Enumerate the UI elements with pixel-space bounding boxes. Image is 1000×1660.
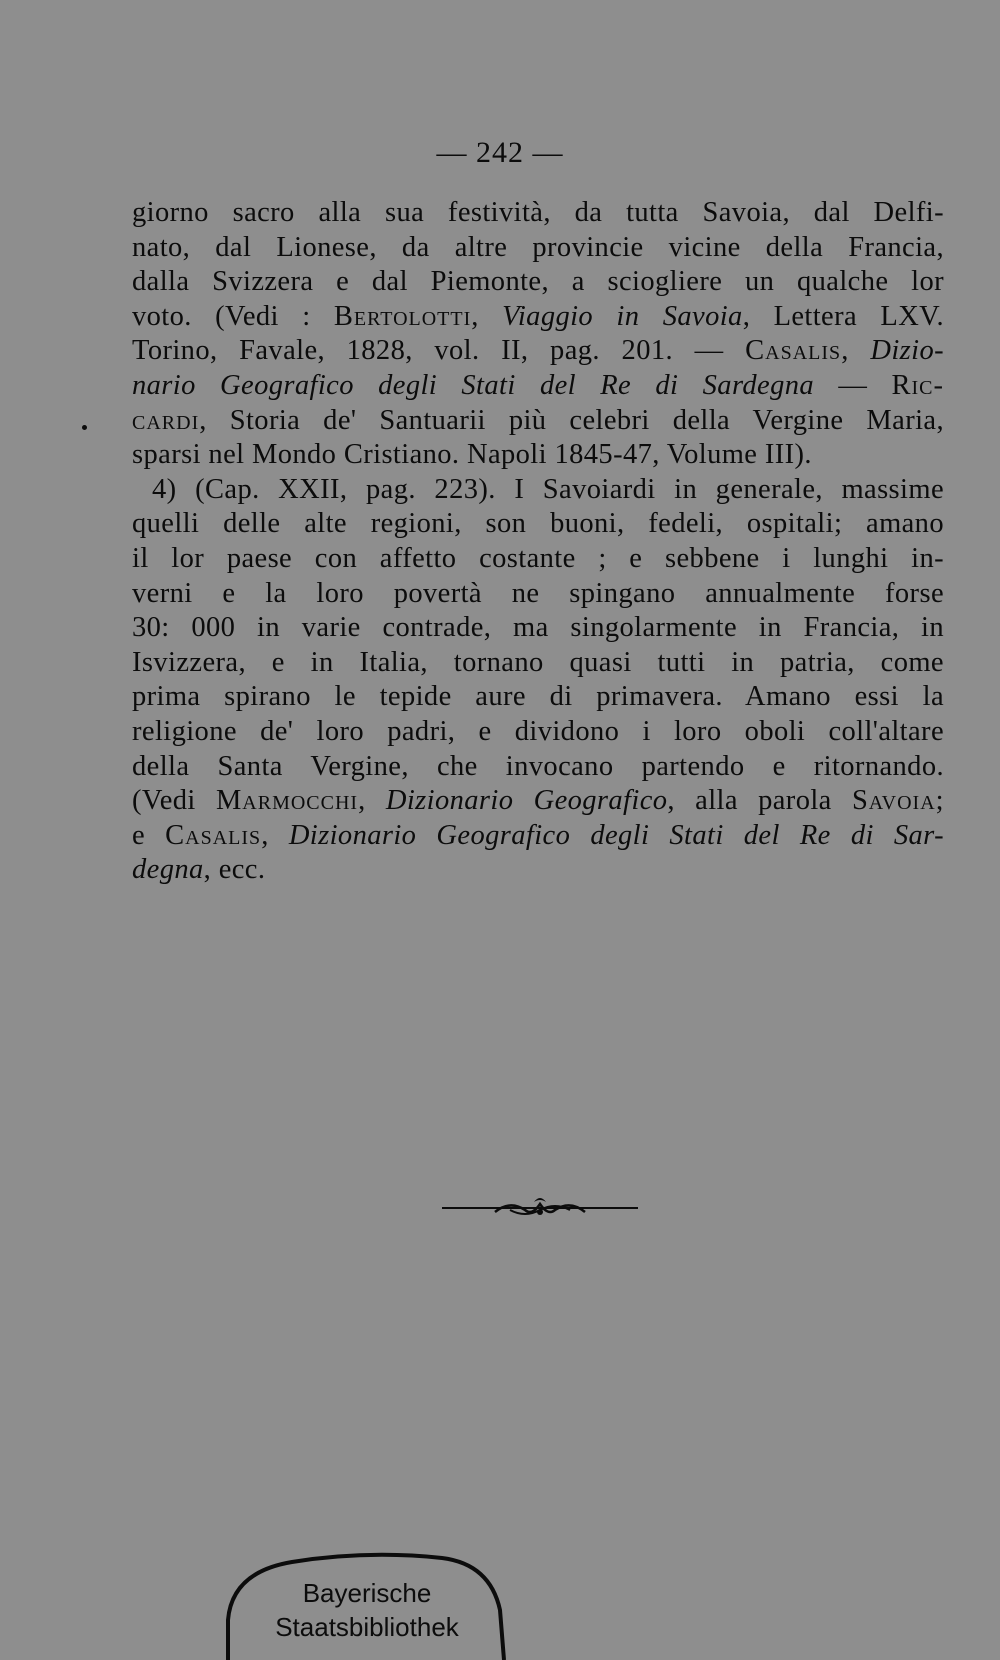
text-line: voto. (Vedi : Bertolotti, Viaggio in Savoia, Lettera LXV. [132,300,945,332]
stamp-line: Staatsbibliothek [275,1612,459,1642]
stamp-text [222,1576,512,1644]
stamp-line: Bayerische [302,1578,432,1608]
text-line: giorno sacro alla sua festività, da tutta Savoia, dal Delfi- [132,197,944,228]
book-title: Viaggio in Savoia [502,300,743,332]
author-name: cardi [132,404,200,436]
text-line: cardi, Storia de' Santuarii più celebri della Vergine Maria, [132,404,944,436]
text-line: (Vedi Marmocchi, Dizionario Geografico, alla parola Savoia; [132,785,944,817]
end-ornament [440,1188,640,1228]
text-line: verni e la loro povertà ne spingano annualmente forse [132,577,944,609]
text-line: nato, dal Lionese, da altre provincie vicine della Francia, [132,231,944,263]
body-text [132,196,944,888]
text-line: 30: 000 in varie contrade, ma singolarmente in Francia, in [132,612,944,644]
text-line: della Santa Vergine, che invocano partendo e ritornando. [132,750,944,782]
author-name: Casalis [745,335,842,367]
text-line: Isvizzera, e in Italia, tornano quasi tutti in patria, come [132,646,944,678]
book-title: degna [132,854,204,886]
book-title: Dizionario Geografico [385,785,668,817]
page-number: — 242 — [436,136,564,169]
book-title: Dizio- [870,335,944,367]
text-line: Torino, Favale, 1828, vol. II, pag. 201. — Casalis, Dizio- [132,335,944,367]
text-line: 4) (Cap. XXII, pag. 223). I Savoiardi in generale, massime [152,473,944,505]
author-name: Marmocchi [215,785,359,817]
text-line: religione de' loro padri, e dividono i loro oboli coll'altare [132,715,944,747]
keyword: Savoia [851,785,936,817]
text-line: dalla Svizzera e dal Piemonte, a sciogliere un qualche lor [132,266,944,298]
text-line: quelli delle alte regioni, son buoni, fedeli, ospitali; amano [132,508,944,540]
text-line: nario Geografico degli Stati del Re di Sardegna — Ric- [132,369,944,401]
text-line: prima spirano le tepide aure di primavera. Amano essi la [132,681,944,713]
book-title: nario Geografico degli Stati del Re di Sardegna [132,369,815,401]
book-title: Dizionario Geografico degli Stati del Re di Sar- [288,819,944,851]
author-name: Bertolotti [333,300,472,332]
text-line: degna, ecc. [132,854,266,886]
margin-mark [82,425,87,430]
text-line: il lor paese con affetto costante ; e sebbene i lunghi in- [132,542,944,574]
author-name: Casalis [165,819,262,851]
text-line: sparsi nel Mondo Cristiano. Napoli 1845-47, Volume III). [132,439,812,471]
text-line: e Casalis, Dizionario Geografico degli Stati del Re di Sar- [132,819,944,851]
author-name: Ric- [891,369,944,401]
